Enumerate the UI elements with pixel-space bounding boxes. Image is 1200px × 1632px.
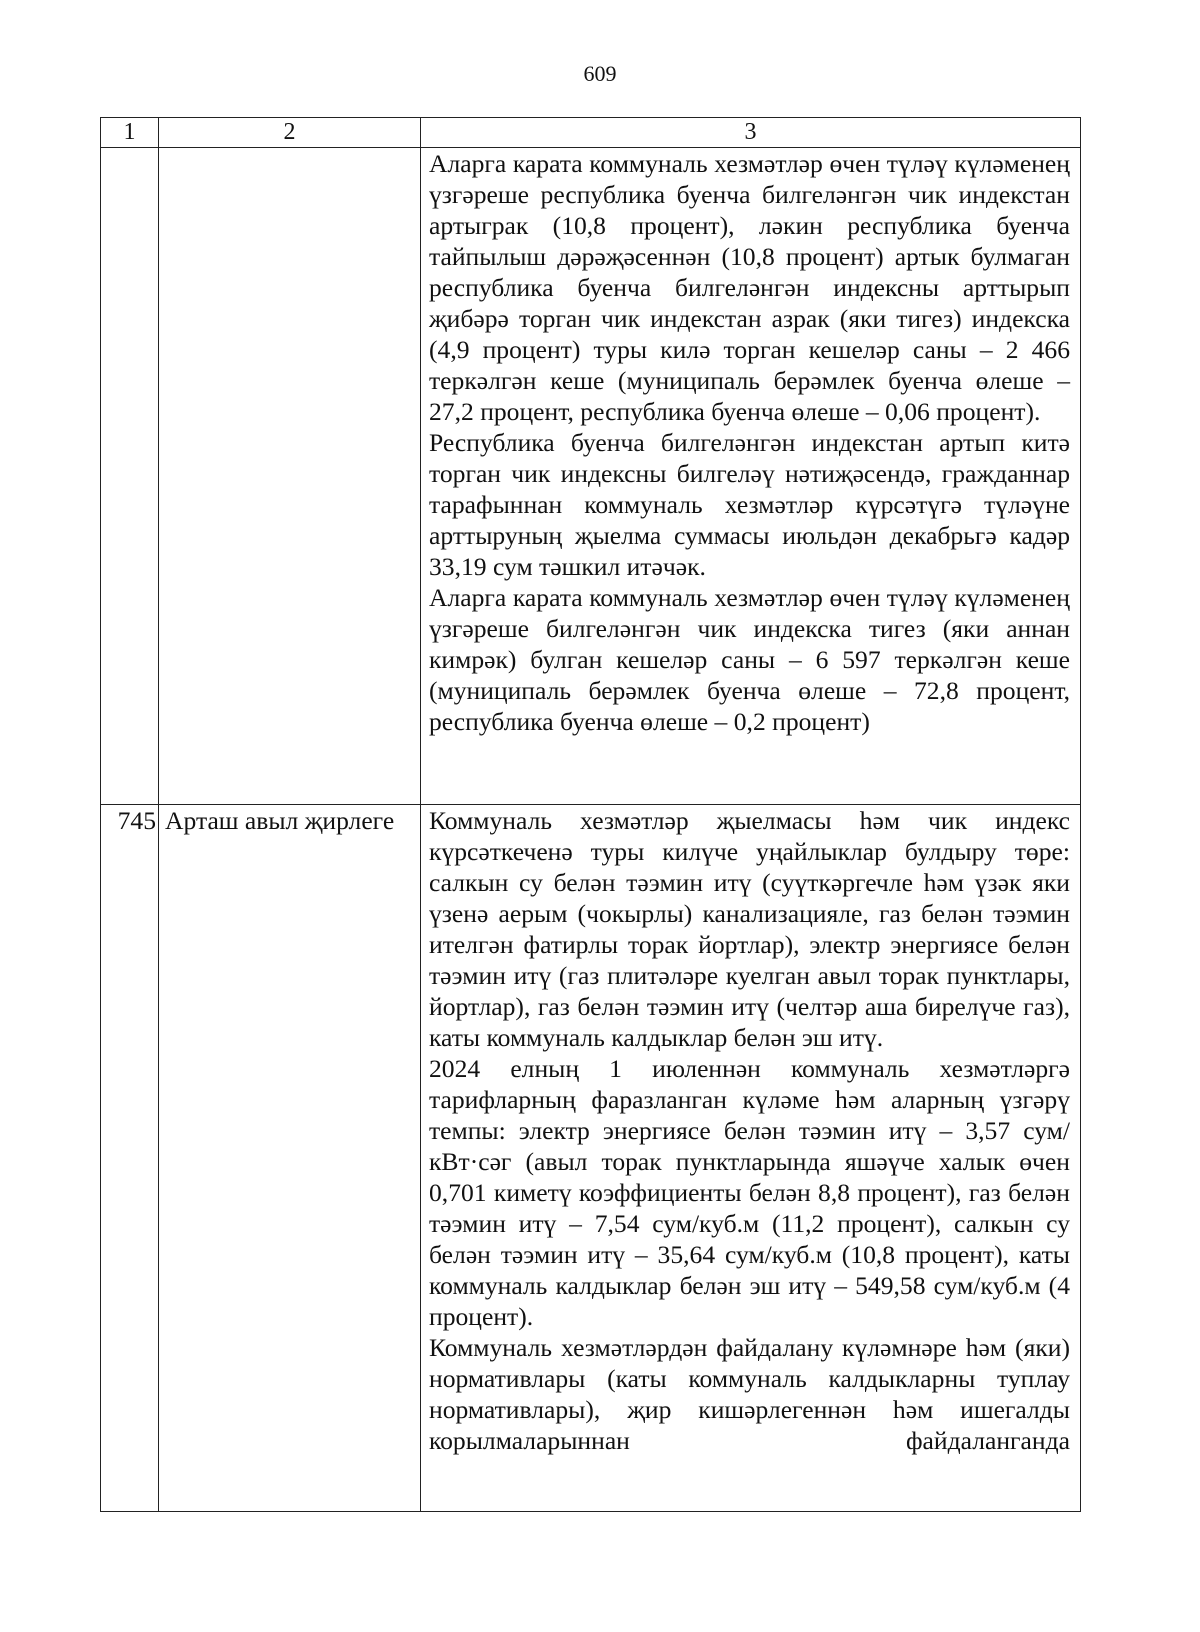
data-table xyxy=(100,117,1081,1512)
row-description xyxy=(421,148,1081,805)
header-cell-description: 3 xyxy=(421,118,1081,148)
header-cell-number: 1 xyxy=(101,118,159,148)
row-settlement-name xyxy=(159,148,421,805)
paragraph: Коммуналь хезмәтләрдән файдалану күләмнәре һәм (яки) нормативлары (каты коммуналь калдыкларны туплау нормативлары), җир кишәрлегеннән һәм ишегалды корылмаларыннан файдаланганда xyxy=(429,1333,1070,1455)
paragraph: Коммуналь хезмәтләр җыелмасы һәм чик индекс күрсәткеченә туры килүче уңайлыклар булдыру төре: салкын су белән тәэмин итү (суүткәргечле һәм үзәк яки үзенә аерым (чокырлы) канализацияле, газ белән тәэмин ителгән фатирлы торак йортлар), электр энергиясе белән тәэмин итү (газ плитәләре куелган авыл торак пунктлары, йортлар), газ белән тәэмин итү (челтәр аша бирелүче газ), каты коммуналь калдыклар белән эш итү. xyxy=(429,806,1070,1052)
row-number: 745 xyxy=(101,805,159,1512)
paragraph: Республика буенча билгеләнгән индекстан артып китә торган чик индексны билгеләү нәтиҗәсендә, гражданнар тарафыннан коммуналь хезмәтләр күрсәтүгә түләүне арттыруның җыелма суммасы июльдән декабрьгә кадәр 33,19 сум тәшкил итәчәк. xyxy=(429,428,1070,581)
page-number: 609 xyxy=(583,61,617,86)
table-header-row xyxy=(101,118,1081,148)
table-row xyxy=(101,148,1081,805)
row-settlement-name: Арташ авыл җирлеге xyxy=(159,805,421,1512)
table-row xyxy=(101,805,1081,1512)
row-number xyxy=(101,148,159,805)
paragraph: 2024 елның 1 июленнән коммуналь хезмәтләргә тарифларның фаразланган күләме һәм аларның үзгәрү темпы: электр энергиясе белән тәэмин итү – 3,57 сум/кВт·сәг (авыл торак пунктларында яшәүче халык өчен 0,701 киметү коэффициенты белән 8,8 процент), газ белән тәэмин итү – 7,54 сум/куб.м (11,2 процент), салкын су белән тәэмин итү – 35,64 сум/куб.м (10,8 процент), каты коммуналь калдыклар белән эш итү – 549,58 сум/куб.м (4 процент). xyxy=(429,1054,1070,1331)
paragraph: Аларга карата коммуналь хезмәтләр өчен түләү күләменең үзгәреше билгеләнгән чик индекска тигез (яки аннан кимрәк) булган кешеләр саны – 6 597 теркәлгән кеше (муниципаль берәмлек буенча өлеше – 72,8 процент, республика буенча өлеше – 0,2 процент) xyxy=(429,583,1070,736)
row-description xyxy=(421,805,1081,1512)
paragraph: Аларга карата коммуналь хезмәтләр өчен түләү күләменең үзгәреше республика буенча билгеләнгән чик индекстан артыграк (10,8 процент), ләкин республика буенча тайпылыш дәрәҗәсеннән (10,8 процент) артык булмаган республика буенча билгеләнгән индексны арттырып җибәрә торган чик индекстан азрак (яки тигез) индекска (4,9 процент) туры килә торган кешеләр саны – 2 466 теркәлгән кеше (муниципаль берәмлек буенча өлеше – 27,2 процент, республика буенча өлеше – 0,06 процент). xyxy=(429,149,1070,426)
header-cell-name: 2 xyxy=(159,118,421,148)
